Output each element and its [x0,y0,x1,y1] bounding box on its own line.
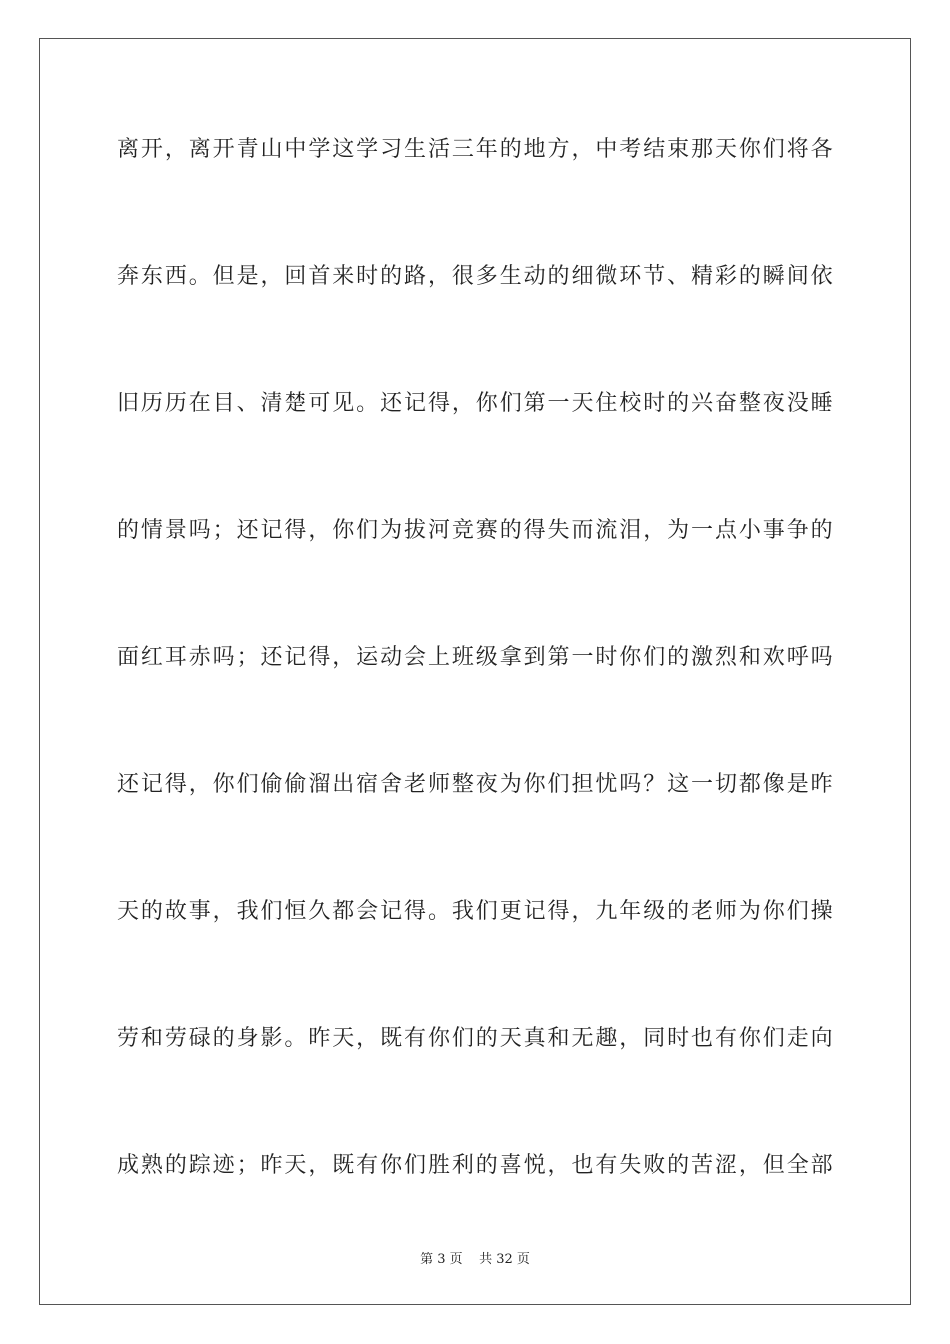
text-line-5: 面红耳赤吗；还记得，运动会上班级拿到第一时你们的激烈和欢呼吗 [117,645,833,670]
text-line-6: 还记得，你们偷偷溜出宿舍老师整夜为你们担忧吗？这一切都像是昨 [117,772,833,797]
page-number-footer: 第 3 页 共 32 页 [420,1252,530,1267]
text-line-7: 天的故事，我们恒久都会记得。我们更记得，九年级的老师为你们操 [117,899,833,924]
document-body [117,118,833,1261]
text-line-3: 旧历历在目、清楚可见。还记得，你们第一天住校时的兴奋整夜没睡 [117,391,833,416]
text-line-4: 的情景吗；还记得，你们为拔河竞赛的得失而流泪，为一点小事争的 [117,518,833,543]
text-line-1: 离开，离开青山中学这学习生活三年的地方，中考结束那天你们将各 [117,137,833,162]
text-line-2: 奔东西。但是，回首来时的路，很多生动的细微环节、精彩的瞬间依 [117,264,833,289]
text-line-8: 劳和劳碌的身影。昨天，既有你们的天真和无趣，同时也有你们走向 [117,1026,833,1051]
text-line-9: 成熟的踪迹；昨天，既有你们胜利的喜悦，也有失败的苦涩，但全部 [117,1153,833,1178]
